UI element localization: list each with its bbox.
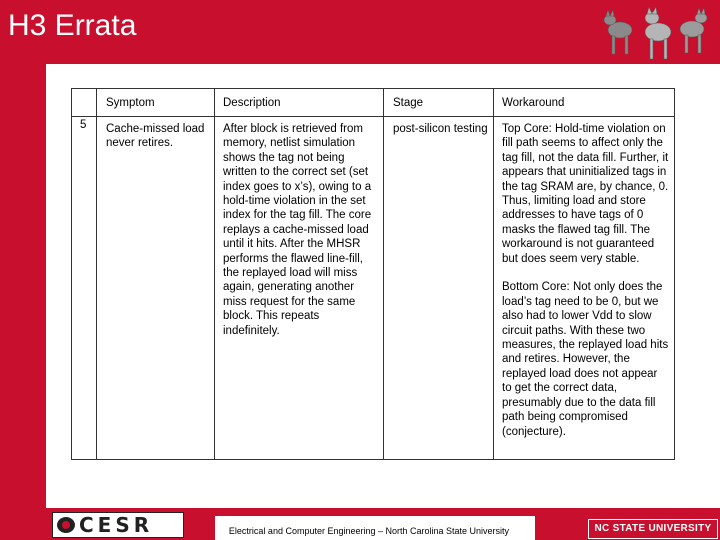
workaround-bottom-core: Bottom Core: Not only does the load’s tag need to be 0, but we also had to lower Vdd to slow circuit paths. With these two measures, the replayed load hits and retires. However, the replayed load does not appear to get the correct data, presumably due to the data fill path being compromised (conjecture). [502,281,669,438]
ncsu-logo: NC STATE UNIVERSITY [588,519,718,539]
workaround-top-core: Top Core: Hold-time violation on fill path seems to affect only the tag fill, not the data fill. Further, it appears that uninitialized tags in the tag SRAM are, by chance, 0. Thus, limiting load and store addresses to have tags of 0 masks the flawed tag fill. The workaround is not guaranteed but does seem very stable. [502,123,669,265]
table-divider [383,89,384,459]
row-number: 5 [80,119,87,131]
column-header-workaround: Workaround [502,97,565,109]
slide-title: H3 Errata [8,9,137,42]
cesr-logo-text: CESR [79,513,154,537]
cell-workaround [502,122,670,439]
cell-symptom: Cache-missed load never retires. [106,123,205,150]
errata-table [71,88,675,460]
footer-text: Electrical and Computer Engineering – North Carolina State University [228,526,510,536]
cesr-eye-icon [57,517,75,533]
cesr-logo [52,512,184,538]
left-frame-bar [0,0,46,540]
column-header-stage: Stage [393,97,424,109]
column-header-symptom: Symptom [106,97,155,109]
cell-stage: post-silicon testing [393,123,488,135]
table-header-divider [72,116,674,117]
cell-description: After block is retrieved from memory, netlist simulation shows the tag not being written to the correct set (set index goes to x’s), owing to a hold-time violation in the set index for the tag fill. The core replays a cache-missed load until it hits. After the MHSR performs the flawed line-fill, the replayed load will miss again, generating another miss request for the same block. This repeats indefinitely. [223,123,372,337]
table-divider [493,89,494,459]
table-divider [214,89,215,459]
table-divider [96,89,97,459]
wolves-image [600,2,712,64]
column-header-description: Description [223,97,281,109]
